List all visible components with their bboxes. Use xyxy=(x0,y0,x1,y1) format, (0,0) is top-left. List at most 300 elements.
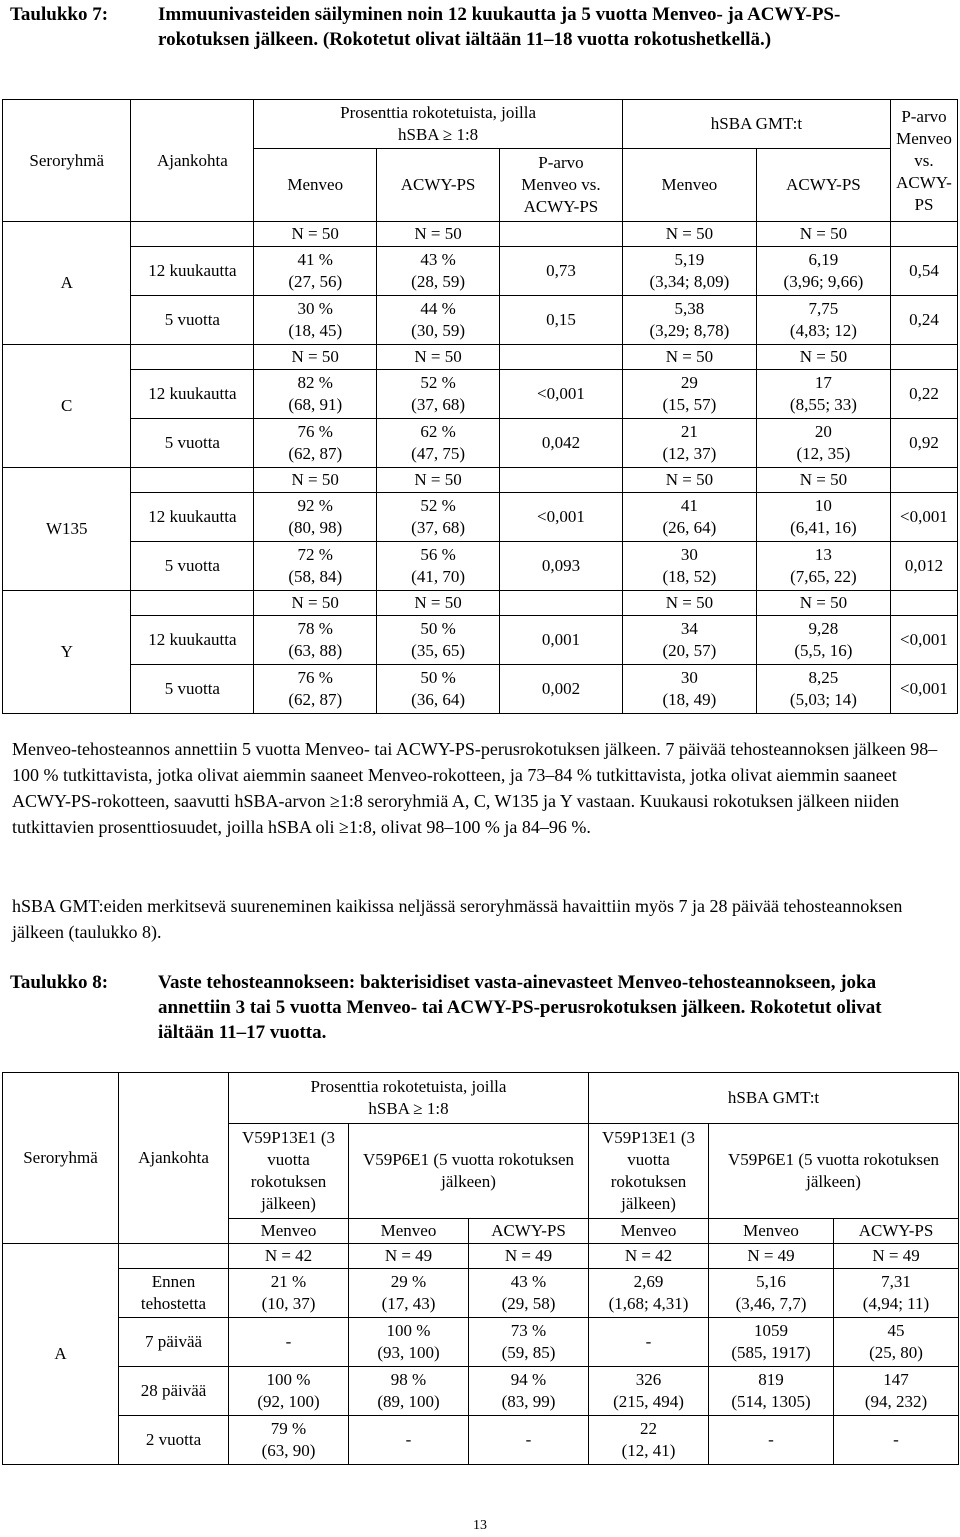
acwy-gmt-text: 8,25 xyxy=(808,668,839,687)
serogroup-w135-text: W135 xyxy=(45,519,88,538)
acwy-percent xyxy=(377,419,500,468)
n-menveo-text: N = 50 xyxy=(291,470,339,489)
table8-caption xyxy=(10,970,950,1050)
value-cell xyxy=(834,1318,959,1367)
menveo-percent-text: (62, 87) xyxy=(288,444,343,463)
n-blank xyxy=(500,222,623,247)
n-gmt-acwy-text: N = 50 xyxy=(799,224,848,243)
pvalue-gmt-text: 0,54 xyxy=(909,261,939,280)
pvalue-gmt-text: 0,24 xyxy=(909,310,939,329)
value-cell xyxy=(229,1318,349,1367)
n-menveo xyxy=(254,468,377,493)
value-cell xyxy=(469,1367,589,1416)
table-row xyxy=(3,665,958,714)
header-gmt-v59p13e1-text: V59P13E1 (3 vuotta rokotuksen jälkeen) xyxy=(601,1128,696,1213)
pvalue-percent xyxy=(500,247,623,296)
pvalue-percent xyxy=(500,493,623,542)
header-pvalue-gmt-text: P-arvo xyxy=(901,106,947,126)
acwy-gmt-text: 17 xyxy=(814,373,832,392)
acwy-percent-text: (30, 59) xyxy=(411,321,465,340)
acwy-gmt-text: (8,55; 33) xyxy=(789,395,857,414)
acwy-percent xyxy=(377,542,500,591)
n-menveo xyxy=(254,591,377,616)
header-vaccine xyxy=(469,1219,589,1244)
acwy-gmt xyxy=(756,542,890,591)
n-gmt-acwy xyxy=(756,468,890,493)
table-row xyxy=(3,296,958,345)
serogroup-a xyxy=(3,1244,119,1465)
value-cell-text: (25, 80) xyxy=(869,1343,923,1362)
menveo-gmt-text: 34 xyxy=(680,619,698,638)
pvalue-gmt-text: <0,001 xyxy=(900,507,948,526)
menveo-percent-text: 76 % xyxy=(297,422,333,441)
value-cell-text: 43 % xyxy=(510,1272,547,1291)
header-pvalue xyxy=(500,149,623,222)
header-v59p6e1 xyxy=(349,1124,589,1219)
timepoint-text: 2 vuotta xyxy=(145,1430,202,1449)
table8-header-row xyxy=(3,1073,959,1124)
n-gmt-menveo xyxy=(622,222,756,247)
n-blank xyxy=(131,468,254,493)
header-vaccine-text: Menveo xyxy=(620,1221,677,1240)
header-v59p13e1-text: V59P13E1 (3 vuotta rokotuksen jälkeen) xyxy=(241,1128,336,1213)
n-gmt-acwy-text: N = 50 xyxy=(799,593,848,612)
pvalue-gmt xyxy=(890,665,957,714)
table-row xyxy=(3,542,958,591)
n-count-text: N = 49 xyxy=(384,1246,433,1265)
table8-title: Vaste tehosteannokseen: bakterisidiset vasta-ainevasteet Menveo-tehosteannokseen, joka annettiin 3 tai 5 vuotta Menveo- tai ACWY-PS-perusrokotuksen jälkeen. Rokotetut olivat iältään 11–17 vuotta. xyxy=(158,972,882,1043)
pvalue-gmt-text: 0,92 xyxy=(909,433,939,452)
acwy-percent-text: 62 % xyxy=(420,422,456,441)
menveo-percent xyxy=(254,370,377,419)
menveo-gmt-text: 30 xyxy=(680,545,698,564)
n-acwy-text: N = 50 xyxy=(414,470,462,489)
pvalue-percent-text: 0,002 xyxy=(541,679,581,698)
n-acwy-text: N = 50 xyxy=(414,593,462,612)
acwy-gmt xyxy=(756,616,890,665)
acwy-gmt-text: (12, 35) xyxy=(796,444,851,463)
acwy-gmt xyxy=(756,296,890,345)
paragraph-gmt-increase: hSBA GMT:eiden merkitsevä suureneminen kaikissa neljässä seroryhmässä havaittiin myös 7 ja 28 päivää tehosteannoksen jälkeen (taulukko 8). xyxy=(12,896,903,942)
acwy-gmt-text: 20 xyxy=(814,422,832,441)
menveo-percent-text: 92 % xyxy=(297,496,333,515)
value-cell-text: (59, 85) xyxy=(501,1343,556,1362)
n-gmt-menveo-text: N = 50 xyxy=(665,470,714,489)
value-cell-text: 147 xyxy=(883,1370,909,1389)
menveo-gmt xyxy=(622,296,756,345)
value-cell-text: 326 xyxy=(635,1370,662,1389)
acwy-percent-text: 50 % xyxy=(420,619,456,638)
pvalue-gmt xyxy=(890,370,957,419)
acwy-percent-text: (41, 70) xyxy=(411,567,465,586)
acwy-percent xyxy=(377,370,500,419)
n-acwy-text: N = 50 xyxy=(414,347,462,366)
menveo-gmt-text: (18, 52) xyxy=(662,567,717,586)
n-menveo xyxy=(254,345,377,370)
pvalue-percent xyxy=(500,616,623,665)
value-cell xyxy=(709,1367,834,1416)
value-cell-text: 94 % xyxy=(510,1370,547,1389)
menveo-percent xyxy=(254,616,377,665)
header-vaccine xyxy=(349,1219,469,1244)
menveo-gmt-text: (20, 57) xyxy=(662,641,717,660)
n-blank xyxy=(500,345,623,370)
value-cell-text: (93, 100) xyxy=(377,1343,440,1362)
value-cell xyxy=(349,1367,469,1416)
menveo-percent-text: 78 % xyxy=(297,619,333,638)
header-gmt-acwy xyxy=(756,149,890,222)
menveo-gmt-text: 30 xyxy=(680,668,698,687)
acwy-percent-text: 56 % xyxy=(420,545,456,564)
menveo-gmt-text: (3,34; 8,09) xyxy=(649,272,730,291)
value-cell xyxy=(589,1367,709,1416)
value-cell-text: (89, 100) xyxy=(377,1392,440,1411)
header-vaccine xyxy=(834,1219,959,1244)
menveo-percent-text: (18, 45) xyxy=(288,321,343,340)
pvalue-percent-text: 0,042 xyxy=(541,433,581,452)
menveo-gmt-text: (3,29; 8,78) xyxy=(649,321,730,340)
header-gmt-v59p13e1 xyxy=(589,1124,709,1219)
table-row xyxy=(3,1416,959,1465)
n-menveo-text: N = 50 xyxy=(291,593,339,612)
menveo-percent xyxy=(254,419,377,468)
value-cell xyxy=(834,1416,959,1465)
timepoint-text: 5 vuotta xyxy=(164,310,220,329)
menveo-gmt-text: 41 xyxy=(680,496,698,515)
value-cell-text: (29, 58) xyxy=(501,1294,556,1313)
value-cell xyxy=(229,1367,349,1416)
value-cell-text: (4,94; 11) xyxy=(862,1294,930,1313)
value-cell-text: 29 % xyxy=(390,1272,427,1291)
value-cell-text: (1,68; 4,31) xyxy=(608,1294,689,1313)
n-blank xyxy=(119,1244,229,1269)
timepoint-text: tehostetta xyxy=(140,1294,207,1313)
menveo-gmt xyxy=(622,419,756,468)
table-row xyxy=(3,1269,959,1318)
n-gmt-acwy xyxy=(756,591,890,616)
pvalue-gmt-text: <0,001 xyxy=(900,679,948,698)
serogroup-c xyxy=(3,345,131,468)
value-cell-text: - xyxy=(893,1430,899,1449)
value-cell-text: 98 % xyxy=(390,1370,427,1389)
table7 xyxy=(2,99,958,714)
acwy-gmt-text: 6,19 xyxy=(808,250,839,269)
header-pvalue-gmt-text: vs. ACWY-PS xyxy=(896,150,952,214)
pvalue-gmt xyxy=(890,419,957,468)
pvalue-gmt xyxy=(890,542,957,591)
header-seroryhma-text: Seroryhmä xyxy=(23,1148,98,1167)
n-count-text: N = 42 xyxy=(264,1246,313,1265)
acwy-percent-text: 44 % xyxy=(420,299,456,318)
value-cell-text: 100 % xyxy=(266,1370,311,1389)
menveo-percent-text: 72 % xyxy=(297,545,333,564)
value-cell-text: (3,46, 7,7) xyxy=(735,1294,807,1313)
table7-caption xyxy=(10,2,950,82)
n-acwy-text: N = 50 xyxy=(414,224,462,243)
header-v59p13e1 xyxy=(229,1124,349,1219)
acwy-gmt-text: (4,83; 12) xyxy=(789,321,857,340)
acwy-gmt-text: (6,41, 16) xyxy=(790,518,857,537)
n-blank xyxy=(131,222,254,247)
timepoint xyxy=(131,247,254,296)
header-pvalue-text: ACWY-PS xyxy=(523,197,599,216)
menveo-percent-text: 30 % xyxy=(297,299,333,318)
timepoint-text: 12 kuukautta xyxy=(148,507,237,526)
n-count-text: N = 49 xyxy=(504,1246,553,1265)
menveo-percent-text: 76 % xyxy=(297,668,333,687)
n-count xyxy=(469,1244,589,1269)
n-gmt-menveo-text: N = 50 xyxy=(665,224,714,243)
value-cell xyxy=(229,1416,349,1465)
timepoint xyxy=(131,616,254,665)
table7-header-row xyxy=(3,100,958,149)
header-v59p6e1-text: V59P6E1 (5 vuotta rokotuksen jälkeen) xyxy=(362,1150,575,1191)
n-blank xyxy=(500,591,623,616)
value-cell-text: (83, 99) xyxy=(501,1392,556,1411)
value-cell-text: (514, 1305) xyxy=(731,1392,811,1411)
timepoint xyxy=(119,1416,229,1465)
header-gmt-group xyxy=(622,100,890,149)
header-vaccine-text: Menveo xyxy=(743,1221,799,1240)
acwy-percent-text: (47, 75) xyxy=(411,444,465,463)
value-cell-text: (92, 100) xyxy=(257,1392,320,1411)
header-pvalue-text: Menveo vs. xyxy=(521,175,601,194)
value-cell xyxy=(229,1269,349,1318)
pvalue-gmt-text: 0,012 xyxy=(904,556,944,575)
pvalue-gmt xyxy=(890,296,957,345)
acwy-gmt-text: (3,96; 9,66) xyxy=(783,272,864,291)
header-acwy xyxy=(377,149,500,222)
menveo-percent xyxy=(254,542,377,591)
menveo-gmt-text: (26, 64) xyxy=(662,518,717,537)
table-row xyxy=(3,493,958,542)
menveo-gmt xyxy=(622,542,756,591)
timepoint-text: 12 kuukautta xyxy=(148,384,237,403)
header-vaccine xyxy=(709,1219,834,1244)
header-gmt-v59p6e1-text: V59P6E1 (5 vuotta rokotuksen jälkeen) xyxy=(727,1150,940,1191)
menveo-percent xyxy=(254,247,377,296)
value-cell-text: 7,31 xyxy=(881,1272,911,1291)
timepoint xyxy=(119,1269,229,1318)
table-row xyxy=(3,616,958,665)
serogroup-a xyxy=(3,222,131,345)
pvalue-gmt-text: 0,22 xyxy=(909,384,939,403)
acwy-percent-text: 50 % xyxy=(420,668,456,687)
value-cell-text: (215, 494) xyxy=(613,1392,684,1411)
header-pvalue-gmt-text: Menveo xyxy=(896,128,952,148)
n-blank xyxy=(131,345,254,370)
menveo-percent xyxy=(254,665,377,714)
acwy-gmt-text: 13 xyxy=(814,545,832,564)
header-pvalue-gmt xyxy=(890,100,957,222)
acwy-percent-text: (37, 68) xyxy=(411,395,465,414)
timepoint xyxy=(131,542,254,591)
header-vaccine-text: Menveo xyxy=(260,1221,317,1240)
header-percent-group-text: hSBA ≥ 1:8 xyxy=(368,1099,449,1118)
menveo-gmt xyxy=(622,616,756,665)
timepoint xyxy=(131,370,254,419)
table-row xyxy=(3,1318,959,1367)
value-cell-text: - xyxy=(405,1430,412,1449)
menveo-percent-text: (27, 56) xyxy=(288,272,343,291)
timepoint-text: 28 päivää xyxy=(140,1381,207,1400)
paragraph-booster-results: Menveo-tehosteannos annettiin 5 vuotta Menveo- tai ACWY-PS-perusrokotuksen jälkeen. 7 päivää tehosteannoksen jälkeen 98–100 % tutkittavista, jotka olivat aiemmin saaneet Menveo-rokotteen, ja 73–84 % tutkittavista, jotka olivat aiemmin saaneet ACWY-PS-rokotteen, saavutti hSBA-arvon ≥1:8 seroryhmiä A, C, W135 ja Y vastaan. Kuukausi rokotuksen jälkeen niiden tutkittavien prosenttiosuudet, joilla hSBA oli ≥1:8, olivat 98–100 % ja 84–96 %. xyxy=(12,739,938,837)
n-menveo-text: N = 50 xyxy=(291,347,339,366)
table7-n-row xyxy=(3,345,958,370)
menveo-percent-text: 82 % xyxy=(297,373,333,392)
value-cell xyxy=(349,1416,469,1465)
acwy-gmt xyxy=(756,665,890,714)
timepoint-text: 12 kuukautta xyxy=(148,261,237,280)
acwy-percent xyxy=(377,247,500,296)
table-row xyxy=(3,419,958,468)
value-cell-text: - xyxy=(525,1430,532,1449)
value-cell-text: (94, 232) xyxy=(864,1392,928,1411)
menveo-gmt-text: (18, 49) xyxy=(662,690,717,709)
value-cell-text: 22 xyxy=(640,1419,657,1438)
value-cell-text: (12, 41) xyxy=(621,1441,676,1460)
n-acwy xyxy=(377,222,500,247)
serogroup-y xyxy=(3,591,131,714)
pvalue-gmt xyxy=(890,493,957,542)
value-cell xyxy=(589,1318,709,1367)
value-cell xyxy=(709,1416,834,1465)
menveo-percent-text: (80, 98) xyxy=(288,518,343,537)
header-vaccine-text: Menveo xyxy=(380,1221,437,1240)
value-cell-text: (585, 1917) xyxy=(731,1343,811,1362)
value-cell xyxy=(709,1318,834,1367)
n-gmt-menveo xyxy=(622,591,756,616)
acwy-gmt-text: 9,28 xyxy=(808,619,839,638)
acwy-gmt-text: 7,75 xyxy=(808,299,839,318)
menveo-gmt-text: 5,19 xyxy=(674,250,705,269)
header-ajankohta xyxy=(131,100,254,222)
timepoint xyxy=(131,665,254,714)
header-gmt-group-text: hSBA GMT:t xyxy=(727,1088,820,1107)
acwy-percent-text: (36, 64) xyxy=(411,690,465,709)
timepoint xyxy=(131,296,254,345)
value-cell xyxy=(834,1269,959,1318)
value-cell-text: 2,69 xyxy=(633,1272,664,1291)
header-vaccine-text: ACWY-PS xyxy=(858,1221,934,1240)
value-cell xyxy=(469,1416,589,1465)
acwy-percent-text: (37, 68) xyxy=(411,518,465,537)
header-gmt-menveo xyxy=(622,149,756,222)
value-cell xyxy=(469,1269,589,1318)
value-cell-text: 819 xyxy=(758,1370,784,1389)
n-count-text: N = 49 xyxy=(747,1246,795,1265)
header-seroryhma xyxy=(3,1073,119,1244)
timepoint-text: Ennen xyxy=(151,1272,196,1291)
pvalue-percent-text: 0,001 xyxy=(541,630,581,649)
n-blank xyxy=(890,591,957,616)
acwy-gmt xyxy=(756,247,890,296)
header-vaccine xyxy=(589,1219,709,1244)
serogroup-w135 xyxy=(3,468,131,591)
pvalue-percent xyxy=(500,665,623,714)
acwy-gmt xyxy=(756,419,890,468)
acwy-percent-text: 52 % xyxy=(420,373,456,392)
table8 xyxy=(2,1072,959,1465)
acwy-percent xyxy=(377,493,500,542)
table7-title: Immuunivasteiden säilyminen noin 12 kuukautta ja 5 vuotta Menveo- ja ACWY-PS-rokotuksen jälkeen. (Rokotetut olivat iältään 11–18 vuotta rokotushetkellä.) xyxy=(158,4,841,50)
acwy-gmt-text: (5,03; 14) xyxy=(789,690,857,709)
pvalue-gmt xyxy=(890,616,957,665)
n-blank xyxy=(890,468,957,493)
n-count xyxy=(229,1244,349,1269)
header-percent-group xyxy=(254,100,623,149)
n-gmt-menveo-text: N = 50 xyxy=(665,593,714,612)
pvalue-percent-text: <0,001 xyxy=(537,507,585,526)
n-gmt-menveo-text: N = 50 xyxy=(665,347,714,366)
table7-n-row xyxy=(3,591,958,616)
menveo-gmt-text: (15, 57) xyxy=(662,395,717,414)
menveo-gmt xyxy=(622,247,756,296)
n-count-text: N = 42 xyxy=(624,1246,673,1265)
n-blank xyxy=(500,468,623,493)
value-cell xyxy=(589,1416,709,1465)
serogroup-c-text: C xyxy=(61,396,73,415)
value-cell xyxy=(469,1318,589,1367)
menveo-percent xyxy=(254,493,377,542)
acwy-percent xyxy=(377,665,500,714)
header-gmt-acwy-text: ACWY-PS xyxy=(786,175,861,194)
menveo-percent xyxy=(254,296,377,345)
timepoint-text: 7 päivää xyxy=(144,1332,203,1351)
timepoint-text: 5 vuotta xyxy=(164,556,220,575)
n-blank xyxy=(890,222,957,247)
page-number: 13 xyxy=(473,1518,487,1533)
n-acwy xyxy=(377,468,500,493)
value-cell-text: (63, 90) xyxy=(261,1441,316,1460)
value-cell-text: 1059 xyxy=(754,1321,788,1340)
acwy-percent-text: (28, 59) xyxy=(411,272,465,291)
menveo-gmt xyxy=(622,370,756,419)
n-count xyxy=(349,1244,469,1269)
value-cell-text: 45 xyxy=(887,1321,905,1340)
header-percent-group-text: Prosenttia rokotetuista, joilla xyxy=(310,1077,507,1096)
header-vaccine xyxy=(229,1219,349,1244)
acwy-gmt xyxy=(756,493,890,542)
timepoint xyxy=(131,419,254,468)
n-gmt-acwy xyxy=(756,222,890,247)
serogroup-y-text: Y xyxy=(60,642,73,661)
pvalue-gmt-text: <0,001 xyxy=(900,630,948,649)
timepoint xyxy=(119,1367,229,1416)
n-menveo-text: N = 50 xyxy=(291,224,339,243)
table-row xyxy=(3,1367,959,1416)
acwy-percent xyxy=(377,296,500,345)
n-count xyxy=(709,1244,834,1269)
pvalue-percent-text: <0,001 xyxy=(537,384,585,403)
header-vaccine-text: ACWY-PS xyxy=(491,1221,566,1240)
timepoint-text: 5 vuotta xyxy=(164,679,220,698)
table7-label: Taulukko 7: xyxy=(10,4,109,25)
header-gmt-group xyxy=(589,1073,959,1124)
menveo-percent-text: (63, 88) xyxy=(288,641,343,660)
table-row xyxy=(3,247,958,296)
n-acwy xyxy=(377,345,500,370)
n-blank xyxy=(131,591,254,616)
value-cell-text: 79 % xyxy=(270,1419,307,1438)
acwy-percent-text: (35, 65) xyxy=(411,641,465,660)
timepoint xyxy=(119,1318,229,1367)
menveo-percent-text: (58, 84) xyxy=(288,567,343,586)
value-cell xyxy=(589,1269,709,1318)
header-gmt-menveo-text: Menveo xyxy=(661,175,718,194)
value-cell xyxy=(834,1367,959,1416)
header-ajankohta-text: Ajankohta xyxy=(156,150,228,170)
